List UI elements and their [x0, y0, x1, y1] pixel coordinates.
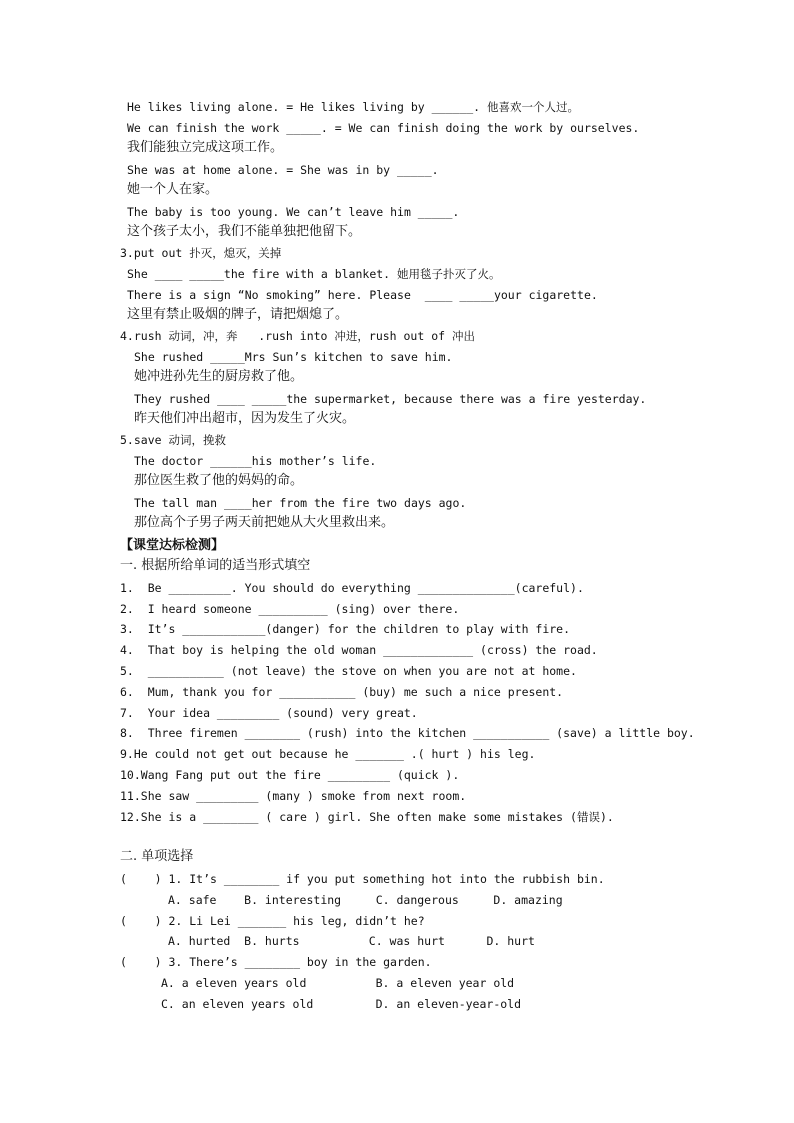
text-line: He likes living alone. = He likes living by ______. 他喜欢一个人过。	[127, 100, 580, 114]
page-title: 【课堂达标检测】	[120, 538, 225, 553]
text-line: There is a sign “No smoking” here. Please ____ _____your cigarette.	[127, 288, 598, 302]
section-heading: 3.put out 扑灭，熄灭，关掉	[120, 246, 282, 260]
answer-options: A. safe B. interesting C. dangerous D. amazing	[168, 893, 563, 907]
exercise-item: 10.Wang Fang put out the fire _________ (quick ).	[120, 768, 460, 782]
exercise-item: 4. That boy is helping the old woman _____________ (cross) the road.	[120, 643, 598, 657]
text-line: 她一个人在家。	[127, 182, 219, 197]
question-item: ( ) 2. Li Lei _______ his leg, didn’t he?	[120, 914, 425, 928]
section-heading: 4.rush 动词，冲，奔 .rush into 冲进，rush out of 冲出	[120, 329, 475, 343]
exercise-item: 6. Mum, thank you for ___________ (buy) me such a nice present.	[120, 685, 564, 699]
text-line: She was at home alone. = She was in by _____.	[127, 163, 439, 177]
text-line: 这里有禁止吸烟的牌子，请把烟熄了。	[127, 307, 349, 322]
answer-options: A. a eleven years old B. a eleven year old	[161, 976, 515, 990]
exercise-item: 3. It’s ____________(danger) for the children to play with fire.	[120, 622, 571, 636]
exercise-item: 12.She is a ________ ( care ) girl. She often make some mistakes (错误).	[120, 810, 614, 824]
section-heading: 二. 单项选择	[120, 849, 194, 864]
text-line: 这个孩子太小，我们不能单独把他留下。	[127, 224, 362, 239]
text-line: 那位医生救了他的妈妈的命。	[134, 473, 304, 488]
text-line: 那位高个子男子两天前把她从大火里救出来。	[134, 515, 395, 530]
text-line: She ____ _____the fire with a blanket. 她用毯子扑灭了火。	[127, 267, 501, 281]
text-line: We can finish the work _____. = We can finish doing the work by ourselves.	[127, 121, 640, 135]
exercise-item: 5. ___________ (not leave) the stove on when you are not at home.	[120, 664, 577, 678]
exercise-item: 7. Your idea _________ (sound) very great.	[120, 706, 418, 720]
section-heading: 5.save 动词，挽救	[120, 433, 226, 447]
text-line: 昨天他们冲出超市，因为发生了火灾。	[134, 411, 356, 426]
exercise-item: 9.He could not get out because he _______ .( hurt ) his leg.	[120, 747, 536, 761]
section-heading: 一. 根据所给单词的适当形式填空	[120, 558, 311, 573]
text-line: She rushed _____Mrs Sun’s kitchen to save him.	[134, 350, 453, 364]
text-line: The tall man ____her from the fire two days ago.	[134, 496, 467, 510]
text-line: 她冲进孙先生的厨房救了他。	[134, 369, 304, 384]
answer-options: C. an eleven years old D. an eleven-year-old	[161, 997, 522, 1011]
exercise-item: 2. I heard someone __________ (sing) over there.	[120, 602, 460, 616]
exercise-item: 1. Be _________. You should do everything ______________(careful).	[120, 581, 584, 595]
text-line: The baby is too young. We can’t leave him _____.	[127, 205, 460, 219]
exercise-item: 11.She saw _________ (many ) smoke from next room.	[120, 789, 467, 803]
exercise-item: 8. Three firemen ________ (rush) into the kitchen ___________ (save) a little boy.	[120, 726, 695, 740]
text-line: 我们能独立完成这项工作。	[127, 140, 284, 155]
answer-options: A. hurted B. hurts C. was hurt D. hurt	[168, 934, 535, 948]
text-line: The doctor ______his mother’s life.	[134, 454, 377, 468]
question-item: ( ) 3. There’s ________ boy in the garden.	[120, 955, 432, 969]
text-line: They rushed ____ _____the supermarket, because there was a fire yesterday.	[134, 392, 647, 406]
question-item: ( ) 1. It’s ________ if you put something hot into the rubbish bin.	[120, 872, 605, 886]
